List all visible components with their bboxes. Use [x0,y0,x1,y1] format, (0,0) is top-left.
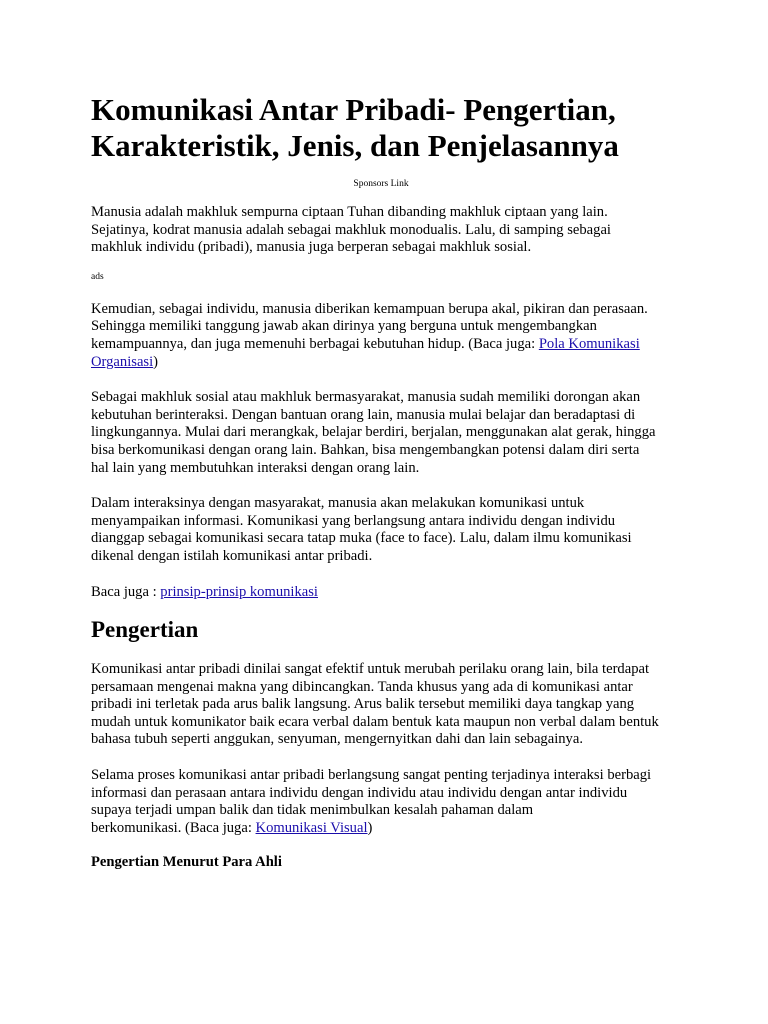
paragraph-line: Sehingga memiliki tanggung jawab akan dirinya yang berguna untuk mengembangkan [91,318,597,335]
paragraph-line: dikenal dengan istilah komunikasi antar pribadi. [91,547,373,564]
paragraph-text: berkomunikasi. (Baca juga: [91,819,256,836]
paragraph-line: Kemudian, sebagai individu, manusia diberikan kemampuan berupa akal, pikiran dan perasaan. [91,300,648,317]
paragraph-line: menyampaikan informasi. Komunikasi yang berlangsung antara individu dengan individu [91,512,616,529]
link-prinsip-komunikasi[interactable]: prinsip-prinsip komunikasi [160,583,318,600]
paragraph-line: pribadi ini terletak pada arus balik langsung. Arus balik tersebut memiliki daya tangkap yang [91,696,635,713]
baca-juga-paragraph [91,584,671,602]
paragraph-makhluk-sosial [91,389,671,477]
baca-juga-prefix: Baca juga : [91,583,161,600]
paragraph-line: dianggap sebagai komunikasi secara tatap muka (face to face). Lalu, dalam ilmu komunikasi [91,530,632,547]
paragraph-line: supaya terjadi umpan balik dan tidak menimbulkan kesalah pahaman dalam [91,802,534,819]
heading-pengertian-menurut-para-ahli: Pengertian Menurut Para Ahli [91,854,282,871]
paragraph-line: Komunikasi antar pribadi dinilai sangat efektif untuk merubah perilaku orang lain, bila terdapat [91,661,650,678]
paragraph-individu [91,301,671,371]
paragraph-text: ) [367,819,373,836]
link-pola-komunikasi-organisasi-cont[interactable]: Organisasi [91,353,154,370]
paragraph-line: informasi dan perasaan antara individu dengan individu atau individu dengan antar individu [91,784,628,801]
paragraph-line: mudah untuk komunikator baik ecara verbal dalam bentuk kata maupun non verbal dalam bentuk [91,713,659,730]
paragraph-text: kemampuannya, dan juga memenuhi berbagai kebutuhan hidup. (Baca juga: [91,335,539,352]
paragraph-line: Sebagai makhluk sosial atau makhluk bermasyarakat, manusia sudah memiliki dorongan akan [91,389,641,406]
paragraph-line: Dalam interaksinya dengan masyarakat, manusia akan melakukan komunikasi untuk [91,495,585,512]
paragraph-line [91,354,671,372]
article-page [91,92,671,872]
link-komunikasi-visual[interactable]: Komunikasi Visual [255,819,368,836]
paragraph-interaksi [91,495,671,565]
paragraph-line [91,820,671,838]
paragraph-line: Selama proses komunikasi antar pribadi berlangsung sangat penting terjadinya interaksi berbagi [91,767,652,784]
article-title [91,92,671,164]
link-pola-komunikasi-organisasi[interactable]: Pola Komunikasi [538,335,640,352]
ads-label: ads [91,271,104,282]
heading-pengertian: Pengertian [91,617,199,643]
title-line-2: Karakteristik, Jenis, dan Penjelasannya [91,128,619,163]
paragraph-text: ) [153,353,159,370]
paragraph-line: lingkungannya. Mulai dari merangkak, belajar berdiri, berjalan, menggunakan alat gerak, hingga [91,424,656,441]
paragraph-line: hal lain yang membutuhkan interaksi dengan orang lain. [91,459,420,476]
paragraph-proses-komunikasi [91,767,671,837]
sponsors-link-label: Sponsors Link [353,179,409,189]
paragraph-line [91,336,671,354]
intro-line: Sejatinya, kodrat manusia adalah sebagai makhluk monodualis. Lalu, di samping sebagai [91,221,611,238]
paragraph-line: persamaan mengenai makna yang dibincangkan. Tanda khusus yang ada di komunikasi antar [91,678,633,695]
paragraph-pengertian [91,661,671,749]
title-line-1: Komunikasi Antar Pribadi- Pengertian, [91,92,616,127]
paragraph-line: kebutuhan berinteraksi. Dengan bantuan orang lain, manusia mulai belajar dan beradaptasi di [91,406,636,423]
paragraph-line: bisa berkomunikasi dengan orang lain. Bahkan, bisa mengembangkan potensi dalam diri serta [91,441,640,458]
intro-line: makhluk individu (pribadi), manusia juga berperan sebagai makhluk sosial. [91,239,532,256]
intro-paragraph [91,204,671,257]
paragraph-line: bahasa tubuh seperti anggukan, senyuman, mengernyitkan dahi dan lain sebagainya. [91,731,583,748]
intro-line: Manusia adalah makhluk sempurna ciptaan Tuhan dibanding makhluk ciptaan yang lain. [91,204,608,220]
